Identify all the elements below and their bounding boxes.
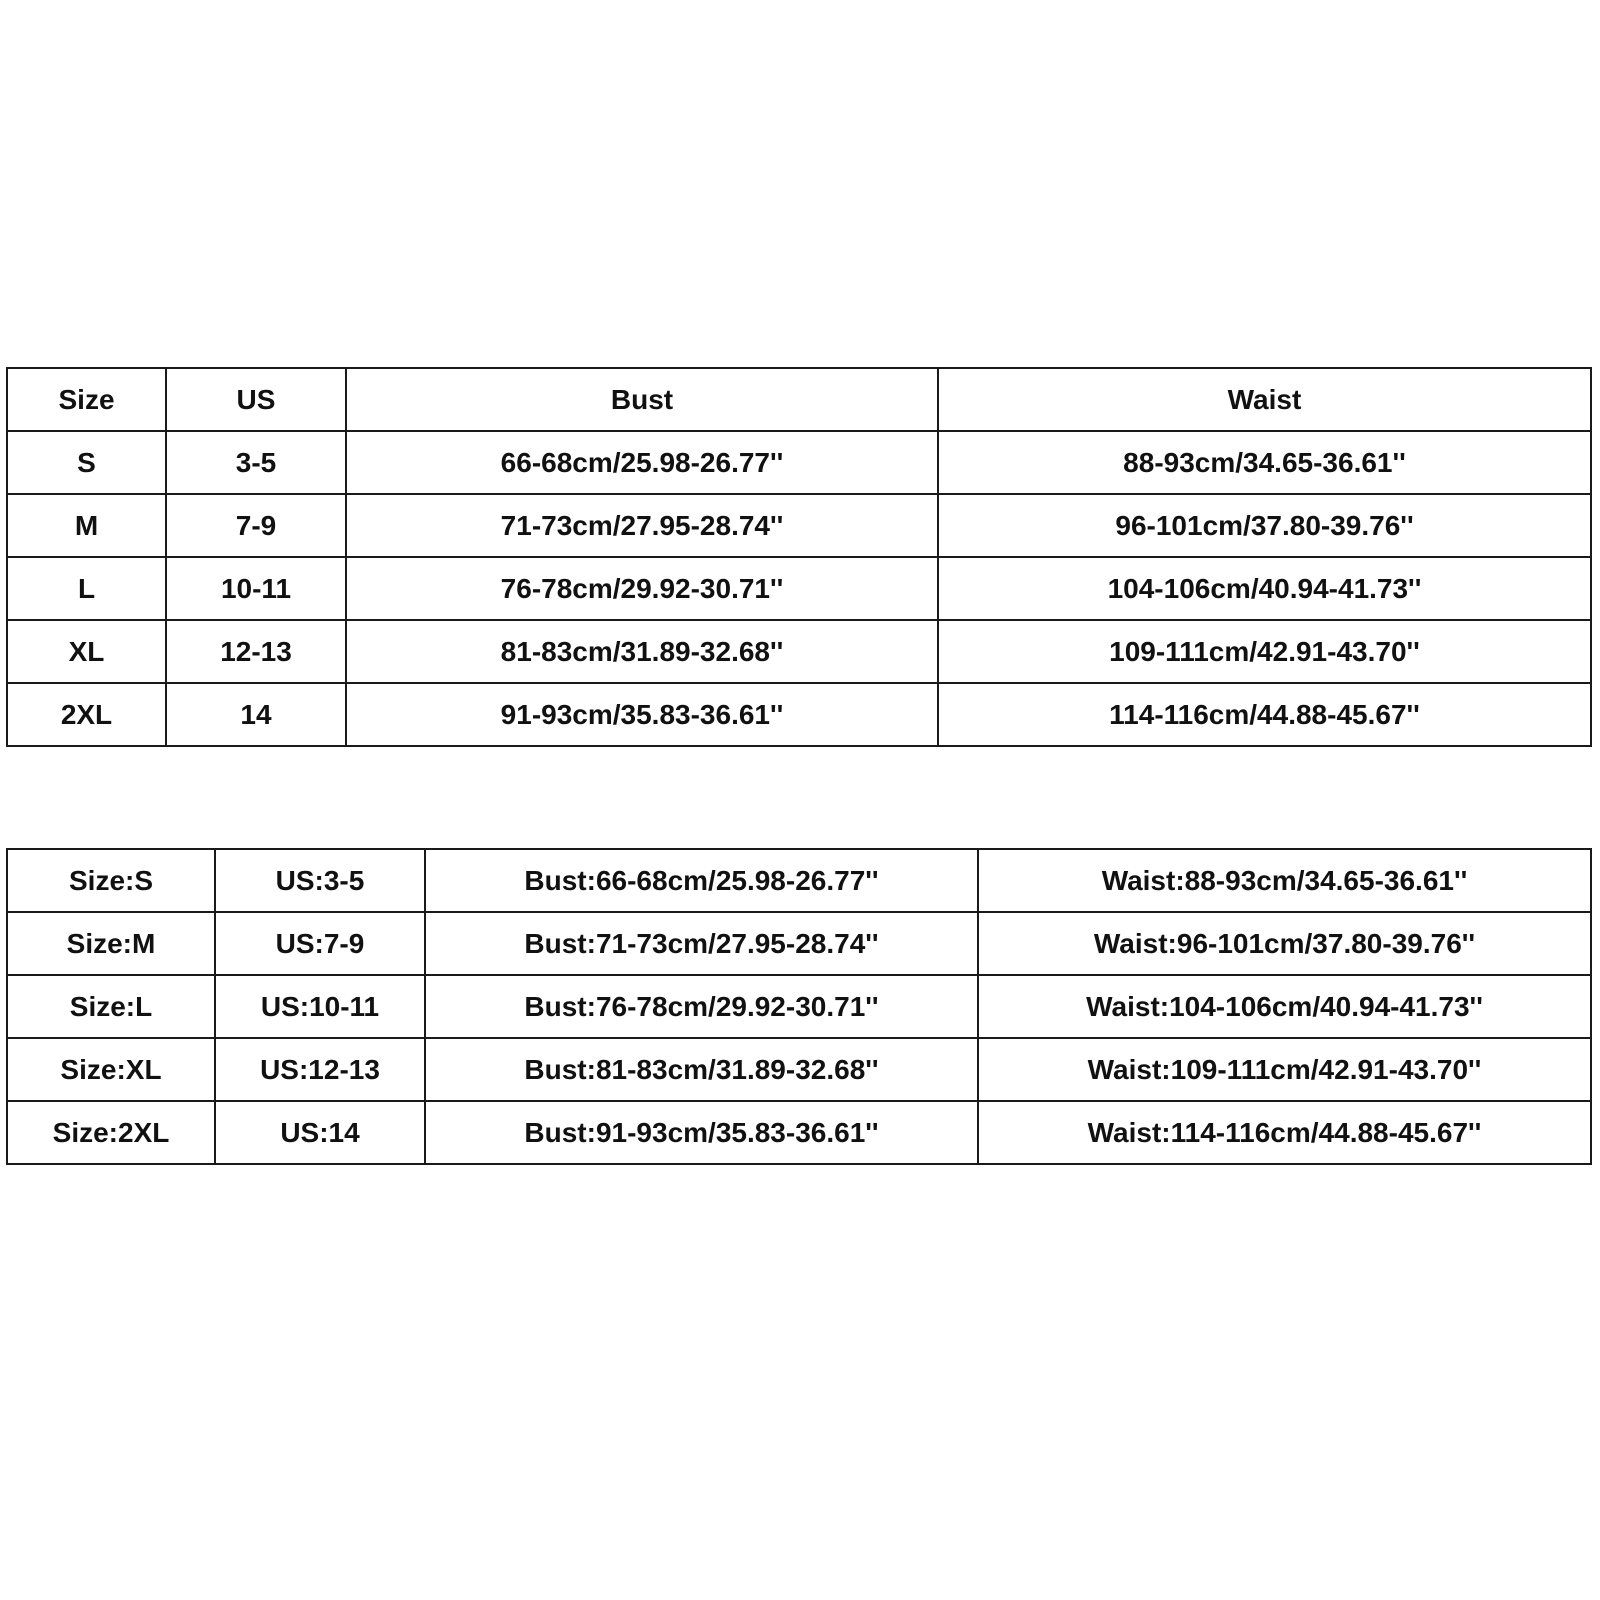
us-cell: 7-9 [166, 494, 346, 557]
us-cell: US:10-11 [215, 975, 425, 1038]
us-cell: 14 [166, 683, 346, 746]
us-cell: US:12-13 [215, 1038, 425, 1101]
size-cell: S [7, 431, 166, 494]
waist-cell: 96-101cm/37.80-39.76'' [938, 494, 1591, 557]
table-row [7, 683, 1591, 746]
us-cell: 10-11 [166, 557, 346, 620]
header-size: Size [7, 368, 166, 431]
size-cell: L [7, 557, 166, 620]
size-cell: Size:M [7, 912, 215, 975]
bust-cell: Bust:71-73cm/27.95-28.74'' [425, 912, 978, 975]
us-cell: US:7-9 [215, 912, 425, 975]
waist-cell: Waist:104-106cm/40.94-41.73'' [978, 975, 1591, 1038]
table-row [7, 431, 1591, 494]
waist-cell: Waist:109-111cm/42.91-43.70'' [978, 1038, 1591, 1101]
table-row [7, 557, 1591, 620]
size-chart-table-compact [6, 367, 1592, 747]
us-cell: US:3-5 [215, 849, 425, 912]
waist-cell: Waist:114-116cm/44.88-45.67'' [978, 1101, 1591, 1164]
table-row [7, 849, 1591, 912]
us-cell: US:14 [215, 1101, 425, 1164]
bust-cell: 81-83cm/31.89-32.68'' [346, 620, 938, 683]
bust-cell: Bust:91-93cm/35.83-36.61'' [425, 1101, 978, 1164]
table-row [7, 1101, 1591, 1164]
header-waist: Waist [938, 368, 1591, 431]
us-cell: 12-13 [166, 620, 346, 683]
size-cell: Size:S [7, 849, 215, 912]
table-header-row [7, 368, 1591, 431]
us-cell: 3-5 [166, 431, 346, 494]
waist-cell: 109-111cm/42.91-43.70'' [938, 620, 1591, 683]
size-cell: M [7, 494, 166, 557]
size-cell: Size:L [7, 975, 215, 1038]
waist-cell: Waist:88-93cm/34.65-36.61'' [978, 849, 1591, 912]
waist-cell: 104-106cm/40.94-41.73'' [938, 557, 1591, 620]
waist-cell: 114-116cm/44.88-45.67'' [938, 683, 1591, 746]
size-cell: XL [7, 620, 166, 683]
waist-cell: 88-93cm/34.65-36.61'' [938, 431, 1591, 494]
size-cell: 2XL [7, 683, 166, 746]
bust-cell: 71-73cm/27.95-28.74'' [346, 494, 938, 557]
table-row [7, 912, 1591, 975]
size-cell: Size:XL [7, 1038, 215, 1101]
table-row [7, 975, 1591, 1038]
table-row [7, 494, 1591, 557]
bust-cell: 91-93cm/35.83-36.61'' [346, 683, 938, 746]
bust-cell: 66-68cm/25.98-26.77'' [346, 431, 938, 494]
bust-cell: Bust:66-68cm/25.98-26.77'' [425, 849, 978, 912]
size-cell: Size:2XL [7, 1101, 215, 1164]
waist-cell: Waist:96-101cm/37.80-39.76'' [978, 912, 1591, 975]
bust-cell: Bust:76-78cm/29.92-30.71'' [425, 975, 978, 1038]
header-us: US [166, 368, 346, 431]
bust-cell: Bust:81-83cm/31.89-32.68'' [425, 1038, 978, 1101]
table-row [7, 1038, 1591, 1101]
header-bust: Bust [346, 368, 938, 431]
table-row [7, 620, 1591, 683]
bust-cell: 76-78cm/29.92-30.71'' [346, 557, 938, 620]
size-chart-table-labeled [6, 848, 1592, 1165]
